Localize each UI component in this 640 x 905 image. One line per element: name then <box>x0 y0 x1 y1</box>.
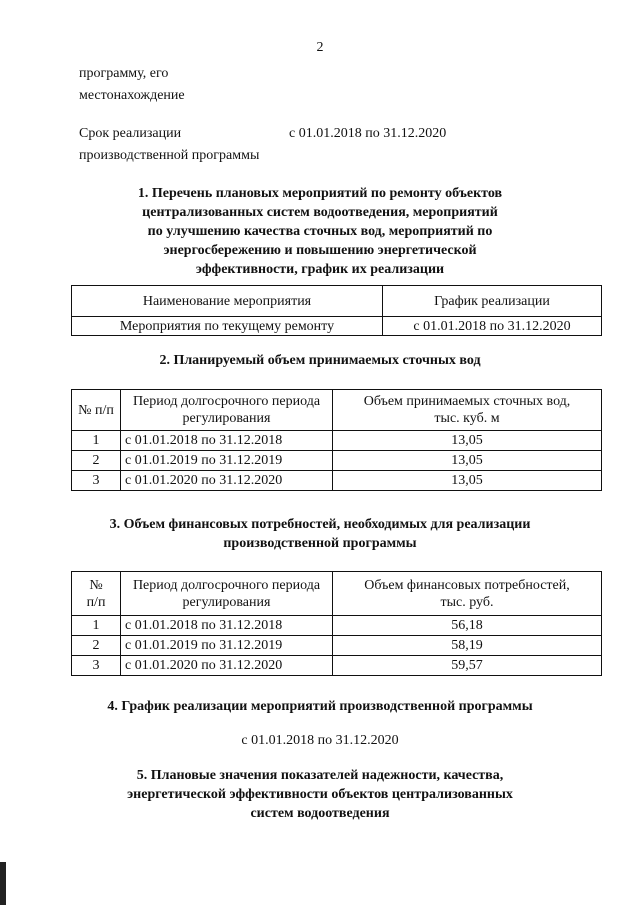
table-cell: 3 <box>72 471 121 491</box>
table-cell: Мероприятия по текущему ремонту <box>72 317 383 336</box>
column-header-line: Объем финансовых потребностей, <box>364 577 570 593</box>
table-cell: 58,19 <box>333 636 602 656</box>
table-cell: с 01.01.2019 по 31.12.2019 <box>121 636 333 656</box>
table-cell: 2 <box>72 451 121 471</box>
table-cell: с 01.01.2019 по 31.12.2019 <box>121 451 333 471</box>
section-5-heading-line: энергетической эффективности объектов централизованных <box>127 787 513 802</box>
table-row <box>72 317 602 336</box>
table-cell: 56,18 <box>333 616 602 636</box>
table-cell: 13,05 <box>333 451 602 471</box>
table-row <box>72 616 602 636</box>
table-header-row <box>72 286 602 317</box>
section-1-heading <box>0 184 640 279</box>
column-header <box>333 572 602 616</box>
section-2-table <box>71 389 602 491</box>
column-header-line: Объем принимаемых сточных вод, <box>363 394 571 409</box>
table-cell: с 01.01.2018 по 31.12.2018 <box>121 616 333 636</box>
column-header: № п/п <box>72 390 121 431</box>
term-value: с 01.01.2018 по 31.12.2020 <box>289 126 447 141</box>
section-1-heading-line: централизованных систем водоотведения, мероприятий <box>142 205 498 220</box>
section-5-heading <box>0 766 640 823</box>
table-cell: 1 <box>72 431 121 451</box>
section-3-heading <box>0 515 640 553</box>
column-header-line: п/п <box>86 594 106 610</box>
table-cell: 59,57 <box>333 656 602 676</box>
column-header <box>333 390 602 431</box>
column-header-line: тыс. руб. <box>440 594 494 610</box>
table-cell: 2 <box>72 636 121 656</box>
section-3-heading-line: производственной программы <box>223 536 417 551</box>
section-5-heading-line: 5. Плановые значения показателей надежности, качества, <box>136 768 504 783</box>
table-row <box>72 431 602 451</box>
page-number: 2 <box>316 40 324 55</box>
intro-line-1: программу, его <box>79 66 169 81</box>
table-cell: 3 <box>72 656 121 676</box>
section-1-heading-line: по улучшению качества сточных вод, мероприятий по <box>147 224 493 239</box>
table-cell: с 01.01.2018 по 31.12.2018 <box>121 431 333 451</box>
table-header-row <box>72 572 602 616</box>
column-header-line: № <box>89 577 103 593</box>
table-cell: с 01.01.2018 по 31.12.2020 <box>383 317 602 336</box>
table-header-row <box>72 390 602 431</box>
column-header-line: Период долгосрочного периода <box>132 394 321 409</box>
term-label-line-2: производственной программы <box>79 148 260 163</box>
table-row <box>72 636 602 656</box>
table-cell: 1 <box>72 616 121 636</box>
table-row <box>72 471 602 491</box>
section-1-heading-line: эффективности, график их реализации <box>195 262 445 277</box>
column-header: График реализации <box>383 286 602 317</box>
table-cell: с 01.01.2020 по 31.12.2020 <box>121 656 333 676</box>
section-5-heading-line: систем водоотведения <box>250 806 390 821</box>
section-3-heading-line: 3. Объем финансовых потребностей, необходимых для реализации <box>109 517 531 532</box>
column-header-line: регулирования <box>182 594 271 610</box>
column-header-line: регулирования <box>182 411 271 426</box>
column-header: Наименование мероприятия <box>72 286 383 317</box>
section-1-heading-line: 1. Перечень плановых мероприятий по ремонту объектов <box>137 186 503 201</box>
column-header <box>121 390 333 431</box>
section-1-heading-line: энергосбережению и повышению энергетической <box>163 243 477 258</box>
table-cell: 13,05 <box>333 471 602 491</box>
column-header-line: тыс. куб. м <box>434 411 500 426</box>
section-1-table <box>71 285 602 336</box>
table-row <box>72 656 602 676</box>
table-cell: с 01.01.2020 по 31.12.2020 <box>121 471 333 491</box>
section-2-heading: 2. Планируемый объем принимаемых сточных вод <box>159 353 481 368</box>
table-cell: 13,05 <box>333 431 602 451</box>
term-label-line-1: Срок реализации <box>79 126 182 141</box>
column-header <box>72 572 121 616</box>
section-3-table <box>71 571 602 676</box>
table-row <box>72 451 602 471</box>
section-4-heading: 4. График реализации мероприятий производственной программы <box>107 699 533 714</box>
column-header-line: Период долгосрочного периода <box>132 577 321 593</box>
section-4-value: с 01.01.2018 по 31.12.2020 <box>241 733 399 748</box>
column-header <box>121 572 333 616</box>
scan-edge-mark <box>0 862 6 905</box>
intro-line-2: местонахождение <box>79 88 185 103</box>
